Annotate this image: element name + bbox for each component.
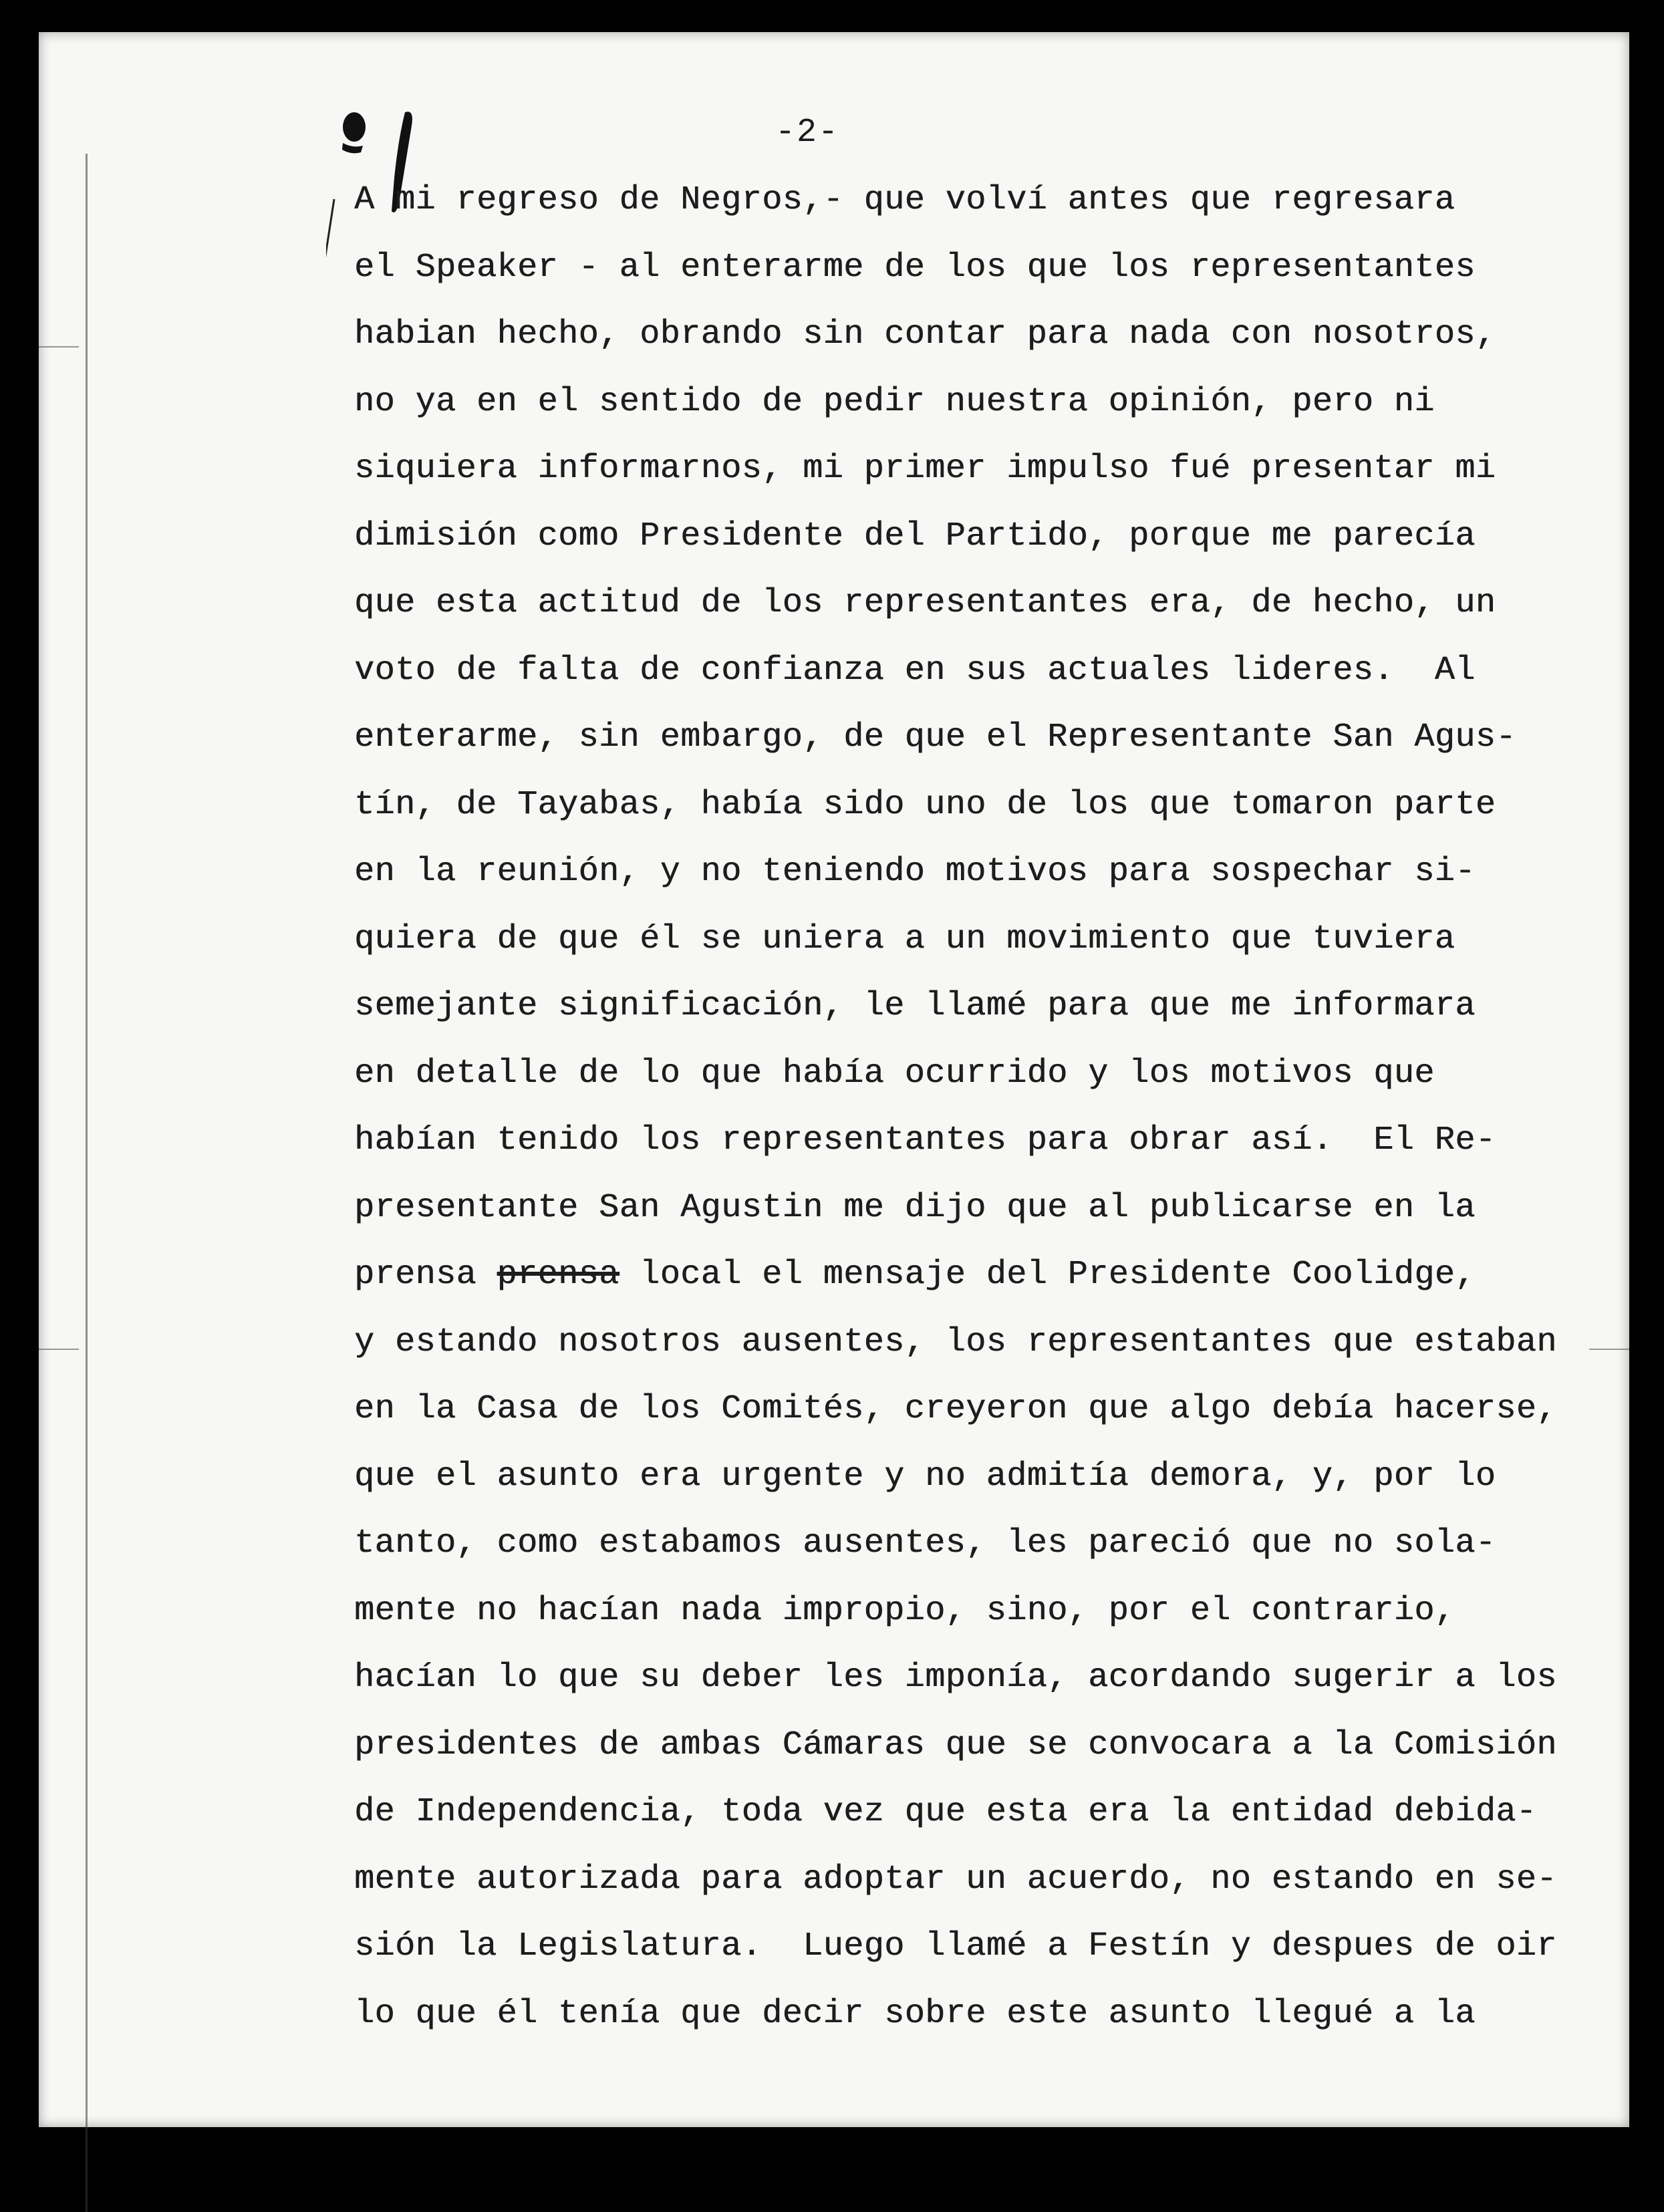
text-line: que esta actitud de los representantes era, de hecho, un — [354, 584, 1496, 622]
text-line: que el asunto era urgente y no admitía demora, y, por lo — [354, 1457, 1496, 1496]
text-line: voto de falta de confianza en sus actuales lideres. Al — [354, 651, 1476, 690]
text-line: tanto, como estabamos ausentes, les pareció que no sola- — [354, 1524, 1496, 1562]
text-line: hacían lo que su deber les imponía, acordando sugerir a los — [354, 1659, 1557, 1697]
text-line: habian hecho, obrando sin contar para nada con nosotros, — [354, 315, 1496, 354]
text-line: quiera de que él se uniera a un movimiento que tuviera — [354, 920, 1455, 958]
text-line: de Independencia, toda vez que esta era la entidad debida- — [354, 1793, 1537, 1831]
scan-mark — [1589, 1349, 1629, 1350]
line-start: prensa — [354, 1256, 497, 1294]
struck-word: prensa — [497, 1256, 619, 1294]
text-line: semejante significación, le llamé para que me informara — [354, 987, 1476, 1025]
text-line: mente no hacían nada impropio, sino, por el contrario, — [354, 1591, 1455, 1630]
text-line: tín, de Tayabas, había sido uno de los que tomaron parte — [354, 785, 1496, 824]
page-number: -2- — [775, 114, 840, 152]
text-line: no ya en el sentido de pedir nuestra opinión, pero ni — [354, 382, 1435, 421]
text-line: presentante San Agustin me dijo que al publicarse en la — [354, 1188, 1476, 1227]
text-line: y estando nosotros ausentes, los representantes que estaban — [354, 1323, 1557, 1361]
text-line: en la reunión, y no teniendo motivos para sospechar si- — [354, 853, 1476, 891]
text-line: A mi regreso de Negros,- que volví antes que regresara — [354, 181, 1455, 219]
text-line: el Speaker - al enterarme de los que los representantes — [354, 248, 1476, 287]
scan-mark — [39, 346, 79, 348]
line-rest: local el mensaje del Presidente Coolidge, — [619, 1256, 1476, 1294]
text-line: enterarme, sin embargo, de que el Representante San Agus- — [354, 718, 1516, 756]
text-line: habían tenido los representantes para obrar así. El Re- — [354, 1121, 1496, 1159]
text-line: mente autorizada para adoptar un acuerdo, no estando en se- — [354, 1860, 1557, 1899]
margin-rule — [86, 154, 88, 2212]
scan-mark — [39, 1349, 79, 1350]
letter-body — [354, 167, 1570, 2048]
text-line: dimisión como Presidente del Partido, porque me parecía — [354, 517, 1476, 555]
text-line: en detalle de lo que había ocurrido y los motivos que — [354, 1054, 1435, 1093]
text-line: lo que él tenía que decir sobre este asunto llegué a la — [354, 1994, 1476, 2033]
text-line: siquiera informarnos, mi primer impulso fué presentar mi — [354, 450, 1496, 488]
text-line: sión la Legislatura. Luego llamé a Festín y despues de oir — [354, 1927, 1557, 1965]
text-line: en la Casa de los Comités, creyeron que algo debía hacerse, — [354, 1390, 1557, 1428]
text-line: presidentes de ambas Cámaras que se convocara a la Comisión — [354, 1725, 1557, 1764]
text-line-with-strikeout — [354, 1242, 1570, 1309]
